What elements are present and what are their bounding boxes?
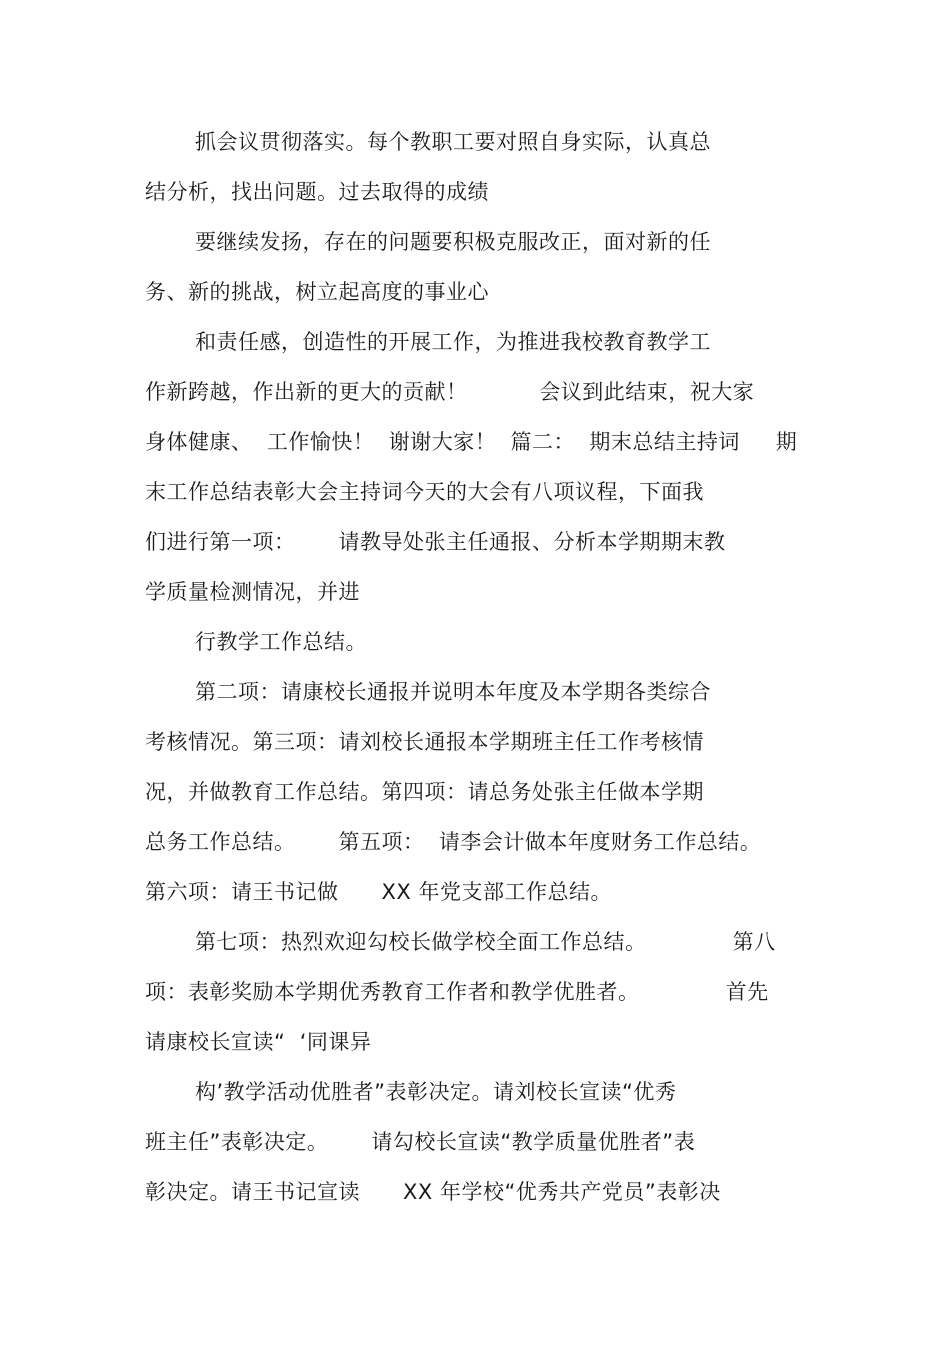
text-line: 和责任感，创造性的开展工作，为推进我校教育教学工 — [195, 330, 711, 354]
text-line: 考核情况。第三项：请刘校长通报本学期班主任工作考核情 — [145, 730, 704, 754]
text-line: 务、新的挑战，树立起高度的事业心 — [145, 280, 489, 304]
text-line: 要继续发扬，存在的问题要积极克服改正，面对新的任 — [195, 230, 711, 254]
text-line: 末工作总结表彰大会主持词今天的大会有八项议程，下面我 — [145, 480, 704, 504]
text-line: 况，并做教育工作总结。第四项：请总务处张主任做本学期 — [145, 780, 704, 804]
text-line: 第六项：请王书记做 XX 年党支部工作总结。 — [145, 880, 612, 904]
text-line: 第七项：热烈欢迎勾校长做学校全面工作总结。 第八 — [195, 930, 776, 954]
text-line: 们进行第一项： 请教导处张主任通报、分析本学期期末教 — [145, 530, 726, 554]
text-line: 构’教学活动优胜者”表彰决定。请刘校长宣读“优秀 — [195, 1080, 677, 1104]
text-line: 总务工作总结。 第五项： 请李会计做本年度财务工作总结。 — [145, 830, 762, 854]
text-line: 彰决定。请王书记宣读 XX 年学校“优秀共产党员”表彰决 — [145, 1180, 721, 1204]
text-line: 结分析，找出问题。过去取得的成绩 — [145, 180, 489, 204]
text-line: 作新跨越，作出新的更大的贡献！ 会议到此结束，祝大家 — [145, 380, 755, 404]
text-line: 班主任”表彰决定。 请勾校长宣读“教学质量优胜者”表 — [145, 1130, 696, 1154]
text-line: 请康校长宣读“ ‘同课异 — [145, 1030, 372, 1054]
text-line: 身体健康、 工作愉快！ 谢谢大家！ 篇二： 期末总结主持词 期 — [145, 430, 798, 454]
text-line: 抓会议贯彻落实。每个教职工要对照自身实际，认真总 — [195, 130, 711, 154]
text-line: 行教学工作总结。 — [195, 630, 367, 654]
text-line: 学质量检测情况，并进 — [145, 580, 360, 604]
text-line: 项：表彰奖励本学期优秀教育工作者和教学优胜者。 首先 — [145, 980, 769, 1004]
text-line: 第二项：请康校长通报并说明本年度及本学期各类综合 — [195, 680, 711, 704]
